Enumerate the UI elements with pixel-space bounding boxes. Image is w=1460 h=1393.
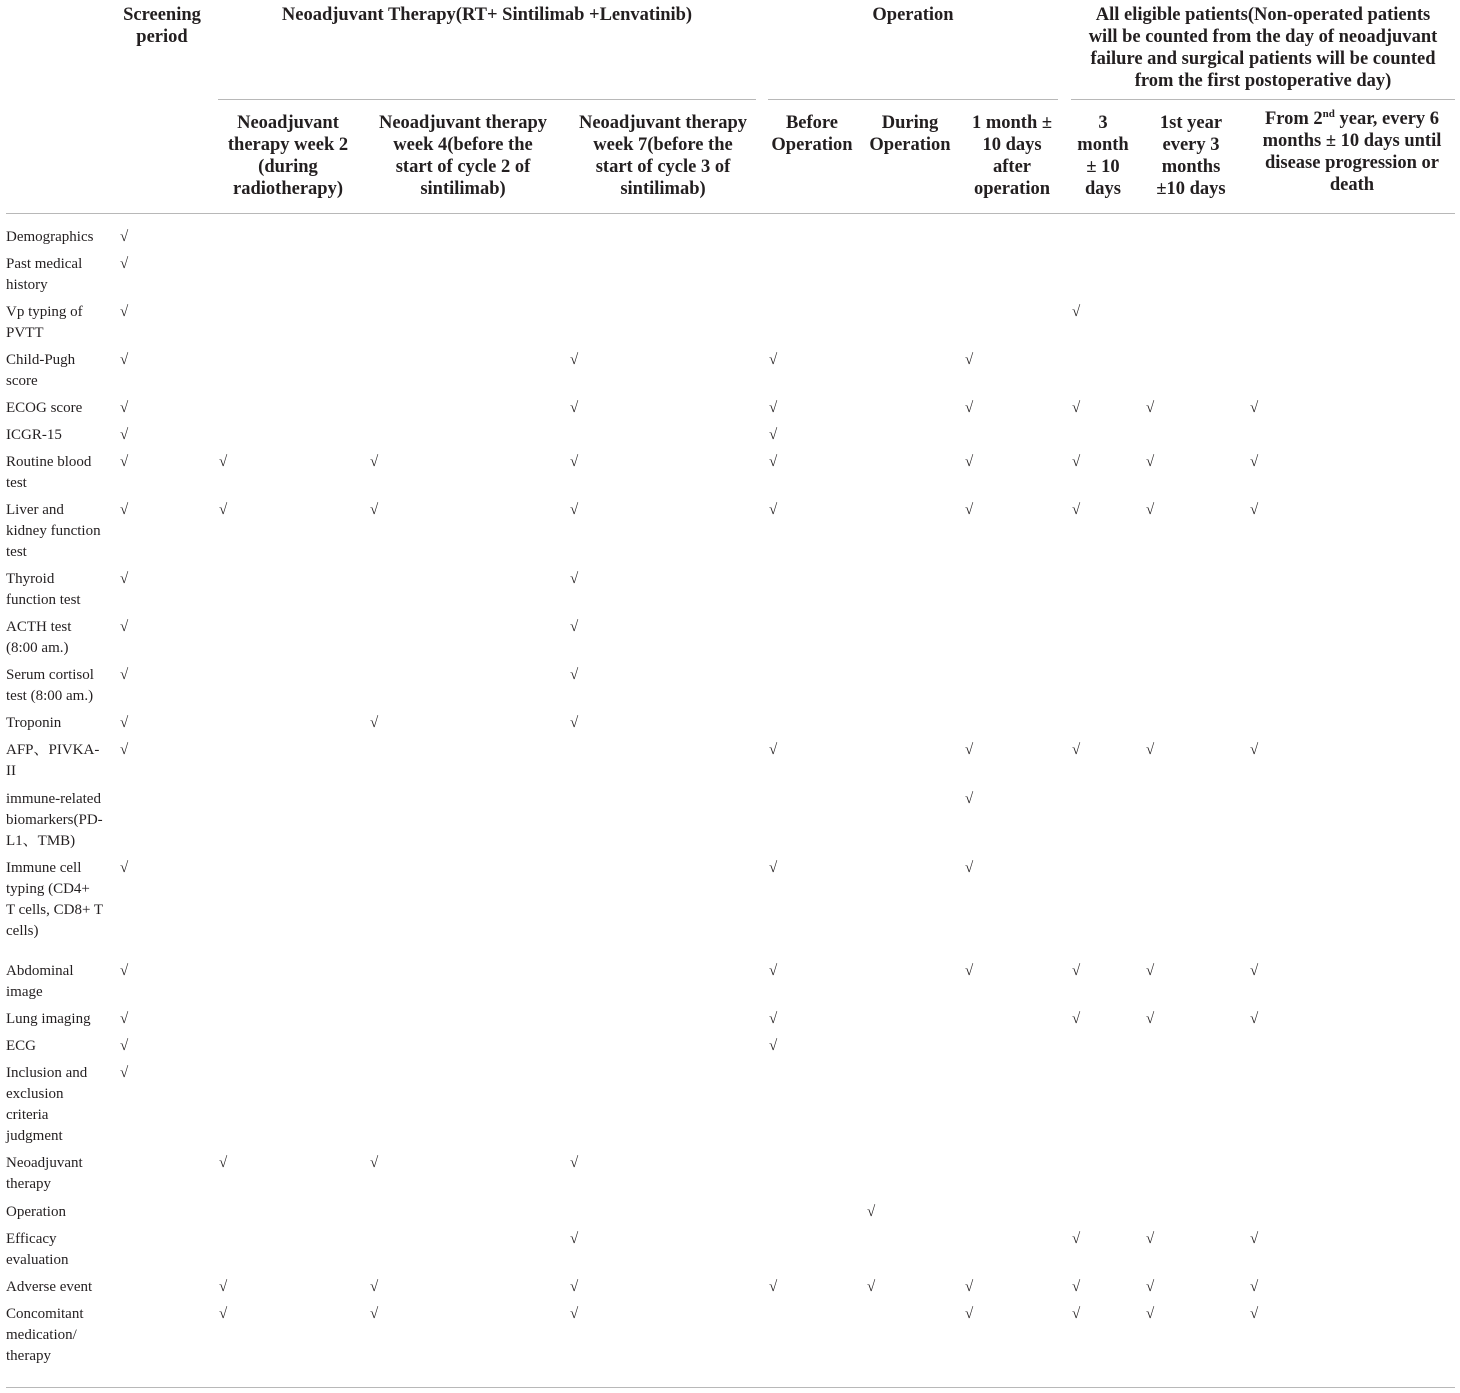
header-three-month	[1068, 112, 1138, 200]
row-label-line: test	[6, 544, 27, 560]
header-line: 10 days	[982, 135, 1042, 155]
row-label	[6, 398, 112, 419]
check-mark: √	[965, 400, 974, 416]
row-label	[6, 569, 112, 611]
row-label-line: ACTH test	[6, 619, 72, 635]
row-label-line: exclusion	[6, 1086, 64, 1102]
header-line: Operation	[771, 135, 853, 155]
header-line: every 3	[1162, 135, 1220, 155]
header-line: Neoadjuvant therapy	[578, 113, 748, 133]
row-label-line: function test	[6, 592, 81, 608]
header-line: ± 10	[1086, 157, 1120, 177]
header-line: radiotherapy)	[233, 179, 343, 199]
check-mark: √	[1250, 1231, 1259, 1247]
row-label-line: (8:00 am.)	[6, 640, 69, 656]
row-label-line: Past medical	[6, 256, 83, 272]
check-mark: √	[1250, 742, 1259, 758]
row-label-line: L1、TMB)	[6, 833, 76, 849]
check-mark: √	[769, 352, 778, 368]
row-label-line: Serum cortisol	[6, 667, 94, 683]
row-label-line: medication/	[6, 1327, 77, 1343]
header-before-operation	[766, 112, 858, 156]
row-label-line: judgment	[6, 1128, 63, 1144]
check-mark: √	[219, 1155, 228, 1171]
header-neoadjuvant-week7	[568, 112, 758, 200]
row-label-line: therapy	[6, 1176, 51, 1192]
row-label	[6, 617, 112, 659]
row-label	[6, 961, 112, 1003]
check-mark: √	[769, 1011, 778, 1027]
check-mark: √	[1146, 400, 1155, 416]
header-eligible-group	[1071, 4, 1455, 92]
header-line	[1248, 108, 1456, 130]
check-mark: √	[1250, 1011, 1259, 1027]
check-mark: √	[769, 400, 778, 416]
header-line: Operation	[869, 135, 951, 155]
header-bottom-rule	[6, 213, 1455, 214]
check-mark: √	[570, 352, 579, 368]
row-label-line: Routine blood	[6, 454, 92, 470]
row-label	[6, 500, 112, 563]
header-line: month	[1077, 135, 1129, 155]
check-mark: √	[120, 304, 129, 320]
header-neoadjuvant-group	[218, 4, 756, 26]
row-label-line: ECOG score	[6, 400, 83, 416]
header-line: days	[1085, 179, 1121, 199]
header-line: sintilimab)	[620, 179, 706, 199]
check-mark: √	[769, 427, 778, 443]
check-mark: √	[370, 715, 379, 731]
header-neoadjuvant-week2	[218, 112, 358, 200]
row-label-line: Lung imaging	[6, 1011, 91, 1027]
header-line: All eligible patients(Non-operated patients	[1095, 5, 1431, 25]
check-mark: √	[120, 667, 129, 683]
row-label-line: Immune cell	[6, 860, 82, 876]
check-mark: √	[965, 1306, 974, 1322]
check-mark: √	[120, 352, 129, 368]
header-line: failure and surgical patients will be counted	[1090, 49, 1436, 69]
row-label	[6, 1036, 112, 1057]
check-mark: √	[570, 619, 579, 635]
check-mark: √	[1146, 1306, 1155, 1322]
row-label	[6, 227, 112, 248]
row-label-line: Troponin	[6, 715, 62, 731]
header-line: start of cycle 3 of	[595, 157, 731, 177]
row-label	[6, 1009, 112, 1030]
check-mark: √	[769, 1038, 778, 1054]
header-group-rule-operation	[768, 99, 1058, 100]
check-mark: √	[965, 352, 974, 368]
check-mark: √	[570, 571, 579, 587]
header-line: start of cycle 2 of	[395, 157, 531, 177]
check-mark: √	[370, 1279, 379, 1295]
header-line: 1st year	[1159, 113, 1223, 133]
check-mark: √	[1072, 1279, 1081, 1295]
row-label	[6, 665, 112, 707]
row-label-line: history	[6, 277, 48, 293]
header-neoadjuvant-week4	[368, 112, 558, 200]
check-mark: √	[965, 791, 974, 807]
check-mark: √	[1146, 1279, 1155, 1295]
header-line: ±10 days	[1156, 179, 1226, 199]
check-mark: √	[1072, 502, 1081, 518]
header-line: Screening	[123, 5, 201, 25]
row-label-line: score	[6, 373, 38, 389]
check-mark: √	[1250, 454, 1259, 470]
row-label	[6, 302, 112, 344]
row-label	[6, 789, 112, 852]
row-label	[6, 1229, 112, 1271]
header-line: week 4(before the	[393, 135, 533, 155]
row-label	[6, 1063, 112, 1147]
check-mark: √	[570, 1155, 579, 1171]
header-line: period	[136, 27, 188, 47]
header-line: Before	[785, 113, 839, 133]
check-mark: √	[1072, 454, 1081, 470]
row-label	[6, 425, 112, 446]
check-mark: √	[120, 1011, 129, 1027]
check-mark: √	[120, 256, 129, 272]
check-mark: √	[120, 229, 129, 245]
check-mark: √	[1072, 742, 1081, 758]
row-label-line: Inclusion and	[6, 1065, 88, 1081]
check-mark: √	[1146, 742, 1155, 758]
row-label-line: Vp typing of	[6, 304, 83, 320]
row-label-line: immune-related	[6, 791, 101, 807]
row-label-line: evaluation	[6, 1252, 69, 1268]
header-line: Operation	[872, 5, 954, 25]
check-mark: √	[1072, 1231, 1081, 1247]
row-label-line: T cells, CD8+ T	[6, 902, 104, 918]
check-mark: √	[769, 963, 778, 979]
header-line: (during	[258, 157, 318, 177]
row-label-line: Thyroid	[6, 571, 55, 587]
check-mark: √	[965, 454, 974, 470]
header-group-rule-eligible	[1071, 99, 1455, 100]
check-mark: √	[120, 571, 129, 587]
check-mark: √	[1250, 1279, 1259, 1295]
check-mark: √	[120, 742, 129, 758]
check-mark: √	[867, 1204, 876, 1220]
row-label-line: Child-Pugh	[6, 352, 76, 368]
header-during-operation	[864, 112, 956, 156]
check-mark: √	[769, 742, 778, 758]
header-second-year	[1248, 108, 1456, 196]
table-bottom-rule	[6, 1387, 1455, 1388]
check-mark: √	[1146, 502, 1155, 518]
check-mark: √	[1072, 400, 1081, 416]
check-mark: √	[370, 502, 379, 518]
check-mark: √	[1072, 963, 1081, 979]
check-mark: √	[1072, 1011, 1081, 1027]
check-mark: √	[965, 963, 974, 979]
row-label-line: ICGR-15	[6, 427, 62, 443]
check-mark: √	[769, 502, 778, 518]
header-line: During	[881, 113, 939, 133]
row-label-line: Neoadjuvant	[6, 1155, 83, 1171]
row-label-line: cells)	[6, 923, 39, 939]
row-label-line: therapy	[6, 1348, 51, 1364]
row-label	[6, 452, 112, 494]
row-label	[6, 254, 112, 296]
header-line: 3	[1098, 113, 1108, 133]
check-mark: √	[570, 715, 579, 731]
header-line: death	[1329, 175, 1375, 195]
row-label-line: Concomitant	[6, 1306, 84, 1322]
check-mark: √	[1146, 1231, 1155, 1247]
header-screening-period	[112, 4, 212, 48]
row-label-line: Adverse event	[6, 1279, 93, 1295]
row-label	[6, 858, 112, 942]
check-mark: √	[1146, 454, 1155, 470]
header-line: months ± 10 days until	[1262, 131, 1442, 151]
check-mark: √	[219, 1279, 228, 1295]
header-line: after	[993, 157, 1031, 177]
check-mark: √	[219, 502, 228, 518]
row-label-line: biomarkers(PD-	[6, 812, 103, 828]
header-line: will be counted from the day of neoadjuvant	[1088, 27, 1438, 47]
check-mark: √	[769, 860, 778, 876]
check-mark: √	[769, 454, 778, 470]
check-mark: √	[570, 1279, 579, 1295]
check-mark: √	[1250, 1306, 1259, 1322]
check-mark: √	[370, 1155, 379, 1171]
row-label-line: test	[6, 475, 27, 491]
row-label-line: test (8:00 am.)	[6, 688, 94, 704]
check-mark: √	[965, 502, 974, 518]
header-line: 1 month ±	[971, 113, 1053, 133]
check-mark: √	[1072, 304, 1081, 320]
header-first-year	[1144, 112, 1238, 200]
check-mark: √	[120, 502, 129, 518]
check-mark: √	[867, 1279, 876, 1295]
header-one-month-after	[964, 112, 1060, 200]
row-label-line: PVTT	[6, 325, 44, 341]
check-mark: √	[1146, 963, 1155, 979]
check-mark: √	[1250, 963, 1259, 979]
check-mark: √	[120, 1065, 129, 1081]
check-mark: √	[965, 742, 974, 758]
row-label-line: kidney function	[6, 523, 101, 539]
check-mark: √	[769, 1279, 778, 1295]
row-label-line: criteria	[6, 1107, 49, 1123]
row-label-line: image	[6, 984, 43, 1000]
header-line: therapy week 2	[227, 135, 349, 155]
check-mark: √	[370, 454, 379, 470]
check-mark: √	[1250, 400, 1259, 416]
row-label-line: Liver and	[6, 502, 64, 518]
check-mark: √	[219, 454, 228, 470]
check-mark: √	[120, 427, 129, 443]
row-label-line: Efficacy	[6, 1231, 57, 1247]
row-label-line: Abdominal	[6, 963, 74, 979]
row-label-line: Demographics	[6, 229, 94, 245]
header-group-rule-neoadjuvant	[218, 99, 756, 100]
header-line: Neoadjuvant therapy	[378, 113, 548, 133]
check-mark: √	[965, 860, 974, 876]
row-label	[6, 713, 112, 734]
check-mark: √	[219, 1306, 228, 1322]
check-mark: √	[120, 715, 129, 731]
row-label	[6, 350, 112, 392]
check-mark: √	[1146, 1011, 1155, 1027]
row-label-line: Operation	[6, 1204, 66, 1220]
row-label-line: AFP、PIVKA-	[6, 742, 100, 758]
superscript: nd	[1322, 108, 1335, 120]
check-mark: √	[120, 454, 129, 470]
header-text: year, every 6	[1334, 109, 1440, 129]
check-mark: √	[370, 1306, 379, 1322]
header-line: Neoadjuvant	[237, 113, 339, 133]
row-label-line: ECG	[6, 1038, 36, 1054]
check-mark: √	[1250, 502, 1259, 518]
check-mark: √	[570, 454, 579, 470]
header-line: from the first postoperative day)	[1134, 71, 1392, 91]
header-text: From 2	[1264, 109, 1323, 129]
header-line: disease progression or	[1264, 153, 1440, 173]
header-line: week 7(before the	[593, 135, 733, 155]
header-operation-group	[768, 4, 1058, 26]
check-mark: √	[570, 1306, 579, 1322]
header-line: months	[1161, 157, 1221, 177]
row-label	[6, 740, 112, 782]
check-mark: √	[120, 963, 129, 979]
row-label-line: II	[6, 763, 16, 779]
header-line: sintilimab)	[420, 179, 506, 199]
check-mark: √	[570, 667, 579, 683]
row-label	[6, 1304, 112, 1367]
check-mark: √	[120, 400, 129, 416]
check-mark: √	[120, 1038, 129, 1054]
check-mark: √	[570, 400, 579, 416]
row-label-line: typing (CD4+	[6, 881, 90, 897]
check-mark: √	[1072, 1306, 1081, 1322]
check-mark: √	[120, 619, 129, 635]
header-line: Neoadjuvant Therapy(RT+ Sintilimab +Lenvatinib)	[281, 5, 693, 25]
row-label	[6, 1153, 112, 1195]
row-label	[6, 1202, 112, 1223]
check-mark: √	[570, 1231, 579, 1247]
check-mark: √	[570, 502, 579, 518]
header-line: operation	[973, 179, 1051, 199]
check-mark: √	[965, 1279, 974, 1295]
check-mark: √	[120, 860, 129, 876]
row-label	[6, 1277, 112, 1298]
